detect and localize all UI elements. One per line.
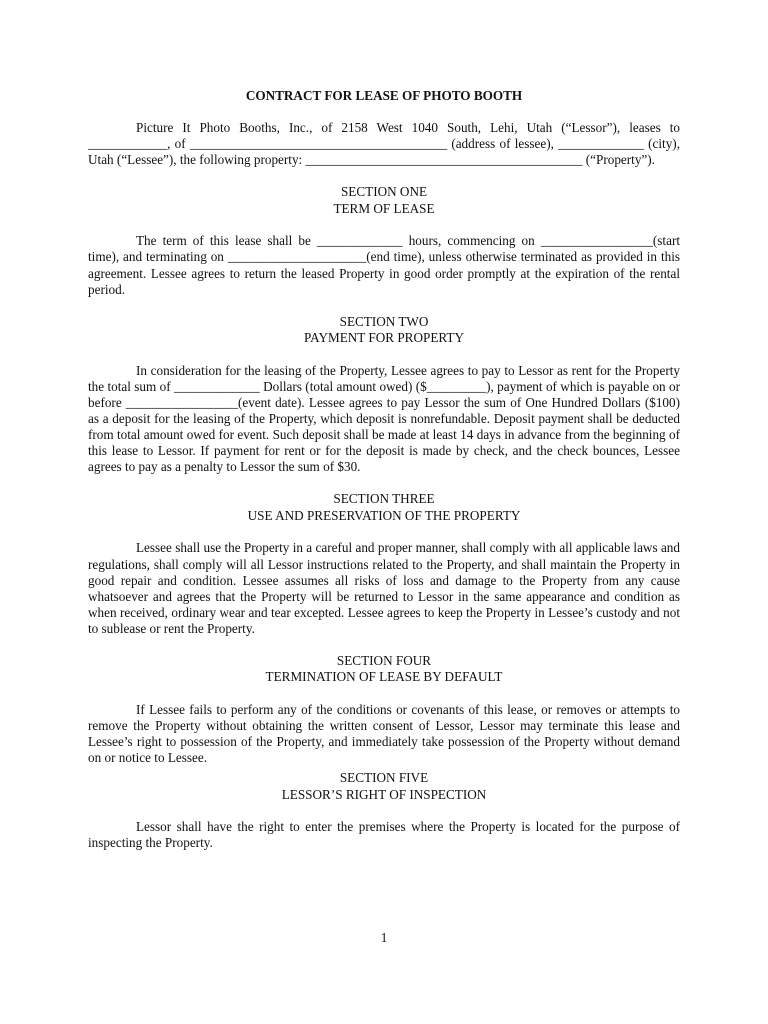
section-number: SECTION THREE [333,491,435,507]
intro-paragraph: Picture It Photo Booths, Inc., of 2158 West 1040 South, Lehi, Utah (“Lessor”), leases to ____________, of _______________________________________ (address of lessee), _____________ (city), Utah (“Lessee”), the following property: __________________________________________ (“Property”). [88,120,680,168]
section-number: SECTION FOUR [336,652,432,668]
section-number: SECTION TWO [339,313,429,329]
section-five-body: Lessor shall have the right to enter the premises where the Property is located for the purpose of inspecting the Property. [88,819,680,851]
section-number: SECTION FIVE [339,770,429,786]
section-four-body: If Lessee fails to perform any of the conditions or covenants of this lease, or removes or attempts to remove the Property without obtaining the written consent of Lessor, Lessor may terminate this lease and Lessee’s right to possession of the Property, and immediately take possession of the Property without demand on or notice to Lessee. [88,701,680,766]
section-three-body: Lessee shall use the Property in a careful and proper manner, shall comply with all applicable laws and regulations, shall comply will all Lessor instructions related to the Property, and shall maintain the Property in good repair and condition. Lessee assumes all risks of loss and damage to the Property from any cause whatsoever and agrees that the Property will be returned to Lessor in the same appearance and condition as when received, ordinary wear and tear excepted. Lessee agrees to keep the Property in Lessee’s custody and not to sublease or rent the Property. [88,540,680,636]
page-number: 1 [380,930,388,945]
section-four-heading [88,653,680,686]
section-title: PAYMENT FOR PROPERTY [304,330,464,346]
section-two-body: In consideration for the leasing of the Property, Lessee agrees to pay to Lessor as rent for the Property the total sum of _____________ Dollars (total amount owed) ($_________), payment of which is payable on or before _________________(event date). Lessee agrees to pay Lessor the sum of One Hundred Dollars ($100) as a deposit for the leasing of the Property, which deposit is nonrefundable. Deposit payment shall be deducted from total amount owed for event. Such deposit shall be made at least 14 days in advance from the beginning of this lease to Lessor. If payment for rent or for the deposit is made by check, and the check bounces, Lessee agrees to pay as a penalty to Lessor the sum of $30. [88,362,680,475]
section-one-heading [88,184,680,217]
section-title: LESSOR’S RIGHT OF INSPECTION [281,786,487,802]
section-title: TERMINATION OF LEASE BY DEFAULT [265,669,503,685]
section-number: SECTION ONE [340,184,428,200]
section-title: TERM OF LEASE [333,200,435,216]
document-title: CONTRACT FOR LEASE OF PHOTO BOOTH [245,88,523,103]
contract-page [88,88,680,868]
section-two-heading [88,314,680,347]
section-one-body: The term of this lease shall be _____________ hours, commencing on _________________(start time), and terminating on _____________________(end time), unless otherwise terminated as provided in this agreement. Lessee agrees to return the leased Property in good order promptly at the expiration of the rental period. [88,233,680,297]
section-three-heading [88,491,680,524]
section-title: USE AND PRESERVATION OF THE PROPERTY [247,507,521,523]
section-five-heading [88,770,680,803]
